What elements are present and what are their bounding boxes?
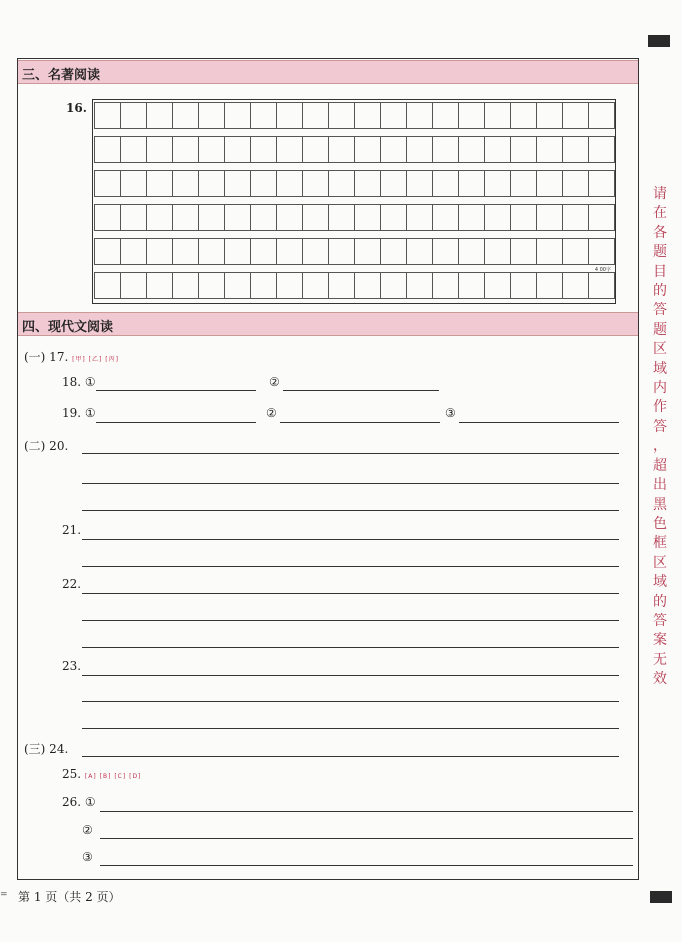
grid-cell[interactable] xyxy=(250,136,277,163)
q22-answer-line[interactable] xyxy=(82,593,619,594)
q20-answer-line[interactable] xyxy=(82,453,619,454)
grid-cell[interactable] xyxy=(536,170,563,197)
grid-cell[interactable] xyxy=(302,204,329,231)
grid-cell[interactable] xyxy=(380,170,407,197)
grid-cell[interactable] xyxy=(458,136,485,163)
q20-label: (二) 20. xyxy=(24,439,69,453)
side-notice-char: 的 xyxy=(653,283,667,300)
grid-cell[interactable] xyxy=(484,238,511,265)
grid-row xyxy=(93,136,615,163)
grid-cell[interactable] xyxy=(562,272,589,299)
answer-frame xyxy=(17,58,639,880)
section3-header xyxy=(18,60,638,84)
grid-cell[interactable] xyxy=(432,204,459,231)
grid-cell[interactable] xyxy=(562,204,589,231)
grid-cell[interactable] xyxy=(536,204,563,231)
grid-cell[interactable] xyxy=(406,272,433,299)
grid-cell[interactable] xyxy=(588,272,615,299)
grid-cell[interactable] xyxy=(406,238,433,265)
grid-cell[interactable] xyxy=(172,272,199,299)
grid-cell[interactable] xyxy=(510,238,537,265)
grid-cell[interactable] xyxy=(120,238,147,265)
grid-row xyxy=(93,238,615,265)
grid-cell[interactable] xyxy=(94,102,121,129)
side-notice-char: 出 xyxy=(653,477,667,494)
grid-cell[interactable] xyxy=(120,170,147,197)
q19-answer-line-3[interactable] xyxy=(459,422,619,423)
q26-answer-line-2[interactable] xyxy=(100,838,633,839)
grid-cell[interactable] xyxy=(588,102,615,129)
grid-cell[interactable] xyxy=(198,170,225,197)
q22-label: 22. xyxy=(62,577,82,591)
grid-cell[interactable] xyxy=(120,136,147,163)
grid-cell[interactable] xyxy=(406,170,433,197)
side-notice-char: 请 xyxy=(653,186,667,202)
page-footer: 第 1 页（共 2 页） xyxy=(18,890,121,904)
q21-answer-line[interactable] xyxy=(82,539,619,540)
grid-cell[interactable] xyxy=(250,170,277,197)
grid-cell[interactable] xyxy=(380,238,407,265)
grid-cell[interactable] xyxy=(328,170,355,197)
grid-cell[interactable] xyxy=(250,204,277,231)
q18-label: 18. ① xyxy=(62,375,96,389)
q18-second-label: ② xyxy=(269,375,280,389)
q22-answer-line[interactable] xyxy=(82,620,619,621)
grid-cell[interactable] xyxy=(406,204,433,231)
grid-cell[interactable] xyxy=(328,272,355,299)
grid-cell[interactable] xyxy=(94,238,121,265)
grid-cell[interactable] xyxy=(224,102,251,129)
grid-cell[interactable] xyxy=(380,272,407,299)
side-notice xyxy=(650,185,670,690)
grid-cell[interactable] xyxy=(250,238,277,265)
grid-cell[interactable] xyxy=(484,136,511,163)
grid-cell[interactable] xyxy=(172,102,199,129)
page-edge-mark: = xyxy=(0,890,8,900)
grid-cell[interactable] xyxy=(536,136,563,163)
grid-cell[interactable] xyxy=(328,136,355,163)
grid-cell[interactable] xyxy=(406,136,433,163)
grid-cell[interactable] xyxy=(354,102,381,129)
grid-cell[interactable] xyxy=(250,272,277,299)
grid-cell[interactable] xyxy=(354,238,381,265)
grid-cell[interactable] xyxy=(354,204,381,231)
grid-cell[interactable] xyxy=(224,238,251,265)
grid-cell[interactable] xyxy=(562,102,589,129)
side-notice-char: 答 xyxy=(653,302,667,319)
grid-cell[interactable] xyxy=(432,136,459,163)
q20-answer-line[interactable] xyxy=(82,483,619,484)
grid-cell[interactable] xyxy=(588,204,615,231)
q17-label: (一) 17. [甲] [乙] [丙] xyxy=(24,350,119,364)
section4-header xyxy=(18,312,638,336)
grid-cell[interactable] xyxy=(302,102,329,129)
grid-cell[interactable] xyxy=(276,238,303,265)
side-notice-char: 题 xyxy=(653,321,667,338)
grid-row xyxy=(93,170,615,197)
grid-cell[interactable] xyxy=(146,102,173,129)
grid-cell[interactable] xyxy=(432,102,459,129)
grid-row xyxy=(93,204,615,231)
side-notice-char: 框 xyxy=(653,535,667,552)
grid-cell[interactable] xyxy=(432,272,459,299)
grid-cell[interactable] xyxy=(146,170,173,197)
grid-cell[interactable] xyxy=(458,238,485,265)
q22-answer-line[interactable] xyxy=(82,647,619,648)
grid-cell[interactable] xyxy=(328,204,355,231)
side-notice-char: 作 xyxy=(653,399,667,416)
q16-writing-grid[interactable] xyxy=(92,99,616,304)
q19-second-label: ② xyxy=(266,406,277,420)
grid-cell[interactable] xyxy=(458,170,485,197)
grid-cell[interactable] xyxy=(94,272,121,299)
q25-label: 25. [A] [B] [C] [D] xyxy=(62,767,142,781)
q23-answer-line[interactable] xyxy=(82,675,619,676)
grid-cell[interactable] xyxy=(172,238,199,265)
grid-cell[interactable] xyxy=(380,136,407,163)
grid-cell[interactable] xyxy=(250,102,277,129)
grid-cell[interactable] xyxy=(432,170,459,197)
grid-cell[interactable] xyxy=(120,272,147,299)
q26-answer-line-1[interactable] xyxy=(100,811,633,812)
grid-cell[interactable] xyxy=(328,238,355,265)
grid-cell[interactable] xyxy=(562,170,589,197)
grid-cell[interactable] xyxy=(198,238,225,265)
grid-cell[interactable] xyxy=(380,204,407,231)
grid-cell[interactable] xyxy=(562,238,589,265)
grid-cell[interactable] xyxy=(484,102,511,129)
side-notice-char: 超 xyxy=(653,457,667,474)
grid-cell[interactable] xyxy=(172,136,199,163)
grid-cell[interactable] xyxy=(484,170,511,197)
q26-label: 26. ① xyxy=(62,795,96,809)
grid-cell[interactable] xyxy=(510,170,537,197)
side-notice-char: 内 xyxy=(653,380,667,397)
grid-cell[interactable] xyxy=(354,136,381,163)
side-notice-char: 目 xyxy=(653,263,667,280)
grid-cell[interactable] xyxy=(458,204,485,231)
side-notice-char: 题 xyxy=(653,244,667,261)
grid-cell[interactable] xyxy=(302,238,329,265)
q25-options[interactable]: [A] [B] [C] [D] xyxy=(84,773,142,780)
grid-cell[interactable] xyxy=(536,272,563,299)
side-notice-char: 效 xyxy=(653,671,667,688)
grid-cell[interactable] xyxy=(146,204,173,231)
corner-marker-top-right xyxy=(648,35,670,47)
grid-cell[interactable] xyxy=(276,136,303,163)
q18-answer-line-1[interactable] xyxy=(96,390,256,391)
grid-cell[interactable] xyxy=(94,204,121,231)
section3-title: 三、名著阅读 xyxy=(22,68,101,83)
word-count-mark: 4 00字 xyxy=(594,267,611,273)
side-notice-char: 在 xyxy=(653,205,667,222)
grid-cell[interactable] xyxy=(276,102,303,129)
grid-cell[interactable] xyxy=(224,170,251,197)
grid-cell[interactable] xyxy=(276,170,303,197)
q23-answer-line[interactable] xyxy=(82,728,619,729)
side-notice-char: 无 xyxy=(653,651,667,668)
grid-cell[interactable] xyxy=(510,272,537,299)
side-notice-char: 答 xyxy=(653,418,667,435)
grid-cell[interactable] xyxy=(432,238,459,265)
grid-cell[interactable] xyxy=(588,238,615,265)
grid-cell[interactable] xyxy=(588,170,615,197)
side-notice-char: ， xyxy=(653,438,667,455)
q19-answer-line-1[interactable] xyxy=(96,422,256,423)
grid-cell[interactable] xyxy=(224,272,251,299)
q26-second-label: ② xyxy=(82,823,93,837)
corner-marker-bottom-right xyxy=(650,891,672,903)
grid-cell[interactable] xyxy=(510,102,537,129)
grid-cell[interactable] xyxy=(146,238,173,265)
grid-cell[interactable] xyxy=(562,136,589,163)
side-notice-char: 的 xyxy=(653,593,667,610)
grid-cell[interactable] xyxy=(354,272,381,299)
q23-answer-line[interactable] xyxy=(82,701,619,702)
grid-cell[interactable] xyxy=(536,102,563,129)
q19-label: 19. ① xyxy=(62,406,96,420)
q23-label: 23. xyxy=(62,659,82,673)
side-notice-char: 答 xyxy=(653,612,667,629)
grid-cell[interactable] xyxy=(302,170,329,197)
grid-cell[interactable] xyxy=(198,204,225,231)
grid-cell[interactable] xyxy=(94,170,121,197)
grid-cell[interactable] xyxy=(510,204,537,231)
grid-cell[interactable] xyxy=(536,238,563,265)
grid-row xyxy=(93,102,615,129)
grid-cell[interactable] xyxy=(510,136,537,163)
grid-cell[interactable] xyxy=(198,102,225,129)
grid-cell[interactable] xyxy=(328,102,355,129)
grid-cell[interactable] xyxy=(276,272,303,299)
grid-cell[interactable] xyxy=(302,136,329,163)
grid-cell[interactable] xyxy=(380,102,407,129)
side-notice-char: 区 xyxy=(653,554,667,571)
grid-cell[interactable] xyxy=(120,102,147,129)
grid-cell[interactable] xyxy=(354,170,381,197)
grid-cell[interactable] xyxy=(224,136,251,163)
q17-options[interactable]: [甲] [乙] [丙] xyxy=(72,356,119,363)
side-notice-char: 黑 xyxy=(653,496,667,513)
grid-cell[interactable] xyxy=(302,272,329,299)
grid-cell[interactable] xyxy=(458,272,485,299)
grid-row xyxy=(93,272,615,299)
q18-answer-line-2[interactable] xyxy=(283,390,439,391)
q16-label: 16. xyxy=(66,101,87,115)
q21-answer-line[interactable] xyxy=(82,566,619,567)
q26-answer-line-3[interactable] xyxy=(100,865,633,866)
grid-cell[interactable] xyxy=(588,136,615,163)
side-notice-char: 案 xyxy=(653,632,667,649)
grid-cell[interactable] xyxy=(484,204,511,231)
grid-cell[interactable] xyxy=(458,102,485,129)
section4-title: 四、现代文阅读 xyxy=(22,320,114,335)
grid-cell[interactable] xyxy=(146,136,173,163)
grid-cell[interactable] xyxy=(484,272,511,299)
side-notice-char: 域 xyxy=(653,574,667,591)
q24-answer-line[interactable] xyxy=(82,756,619,757)
grid-cell[interactable] xyxy=(224,204,251,231)
side-notice-char: 各 xyxy=(653,224,667,241)
q26-third-label: ③ xyxy=(82,850,93,864)
grid-cell[interactable] xyxy=(172,204,199,231)
grid-cell[interactable] xyxy=(94,136,121,163)
grid-cell[interactable] xyxy=(198,136,225,163)
side-notice-char: 域 xyxy=(653,360,667,377)
side-notice-char: 区 xyxy=(653,341,667,358)
grid-cell[interactable] xyxy=(120,204,147,231)
q24-label: (三) 24. xyxy=(24,742,69,756)
grid-cell[interactable] xyxy=(146,272,173,299)
q19-answer-line-2[interactable] xyxy=(280,422,440,423)
grid-cell[interactable] xyxy=(406,102,433,129)
q21-label: 21. xyxy=(62,523,82,537)
side-notice-char: 色 xyxy=(653,515,667,532)
q19-third-label: ③ xyxy=(445,406,456,420)
grid-cell[interactable] xyxy=(276,204,303,231)
q20-answer-line[interactable] xyxy=(82,510,619,511)
grid-cell[interactable] xyxy=(172,170,199,197)
grid-cell[interactable] xyxy=(198,272,225,299)
